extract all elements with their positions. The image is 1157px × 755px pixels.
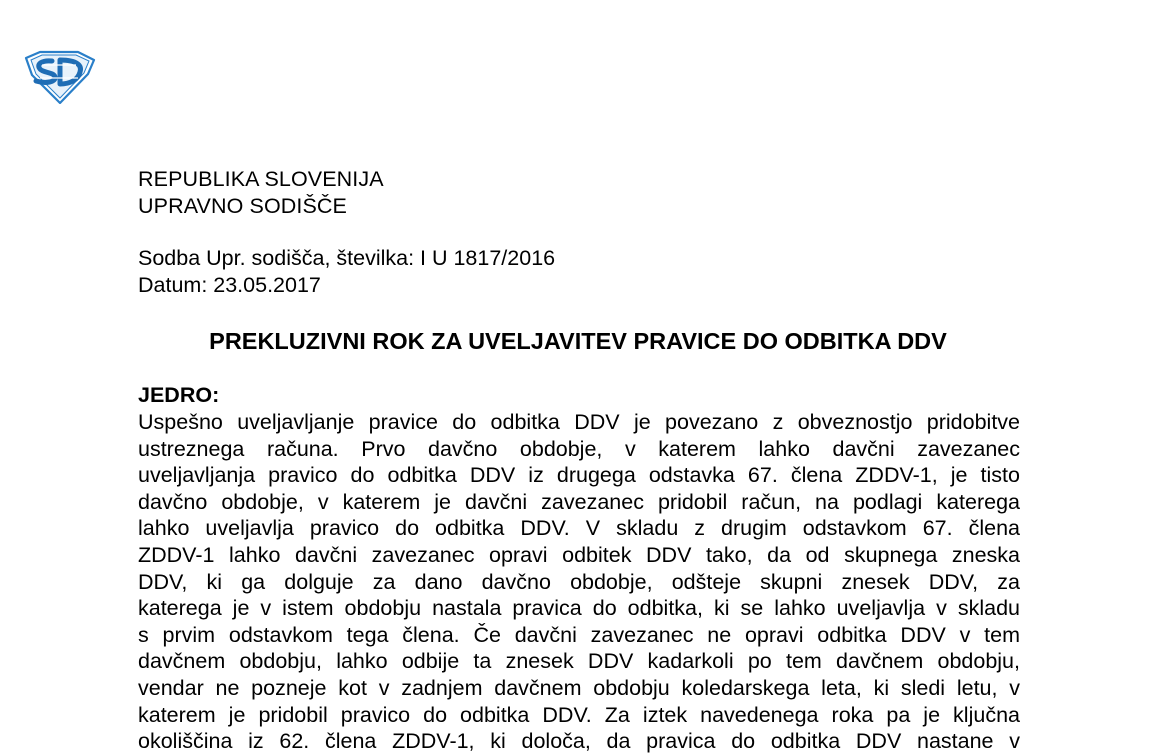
paragraph-line: ZDDV-1 lahko davčni zavezanec opravi odbitek DDV tako, da od skupnega zneska xyxy=(138,542,1020,567)
document-title: PREKLUZIVNI ROK ZA UVELJAVITEV PRAVICE DO ODBITKA DDV xyxy=(209,328,947,354)
paragraph-line: lahko uveljavlja pravico do odbitka DDV. V skladu z drugim odstavkom 67. člena xyxy=(138,516,1020,541)
paragraph-line: s prvim odstavkom tega člena. Če davčni zavezanec ne opravi odbitka DDV v tem xyxy=(138,622,1020,647)
court-name: UPRAVNO SODIŠČE xyxy=(138,194,347,218)
paragraph-line: katerega je v istem obdobju nastala pravica do odbitka, ki se lahko uveljavlja v skladu xyxy=(138,596,1020,621)
paragraph-line: katerem je pridobil pravico do odbitka DDV. Za iztek navedenega roka pa je ključna xyxy=(138,702,1020,727)
paragraph-line: okoliščina iz 62. člena ZDDV-1, ki določa, da pravica do odbitka DDV nastane v xyxy=(138,729,1020,754)
document-header xyxy=(138,166,384,220)
country-name: REPUBLIKA SLOVENIJA xyxy=(138,167,384,191)
paragraph-line: Uspešno uveljavljanje pravice do odbitka DDV je povezano z obveznostjo pridobitve xyxy=(138,410,1020,434)
paragraph-line: ustreznega računa. Prvo davčno obdobje, v katerem lahko davčni zavezanec xyxy=(138,436,1020,461)
paragraph-line: davčnem obdobju, lahko odbije ta znesek DDV kadarkoli po tem davčnem obdobju, xyxy=(138,649,1020,674)
paragraph-line: vendar ne pozneje kot v zadnjem davčnem obdobju koledarskega leta, ki sledi letu, v xyxy=(138,675,1020,700)
paragraph-line: DDV, ki ga dolguje za dano davčno obdobje, odšteje skupni znesek DDV, za xyxy=(138,569,1020,594)
case-number: Sodba Upr. sodišča, številka: I U 1817/2016 xyxy=(138,246,556,270)
section-heading: JEDRO: xyxy=(138,383,220,407)
paragraph-line: davčno obdobje, v katerem je davčni zavezanec pridobil račun, na podlagi katerega xyxy=(138,489,1020,514)
decision-date: Datum: 23.05.2017 xyxy=(138,273,321,297)
court-shield-logo-icon xyxy=(22,48,96,104)
body-paragraph xyxy=(138,409,1020,755)
paragraph-line: uveljavljanja pravico do odbitka DDV iz drugega odstavka 67. člena ZDDV-1, je tisto xyxy=(138,463,1020,488)
document-meta xyxy=(138,245,555,299)
